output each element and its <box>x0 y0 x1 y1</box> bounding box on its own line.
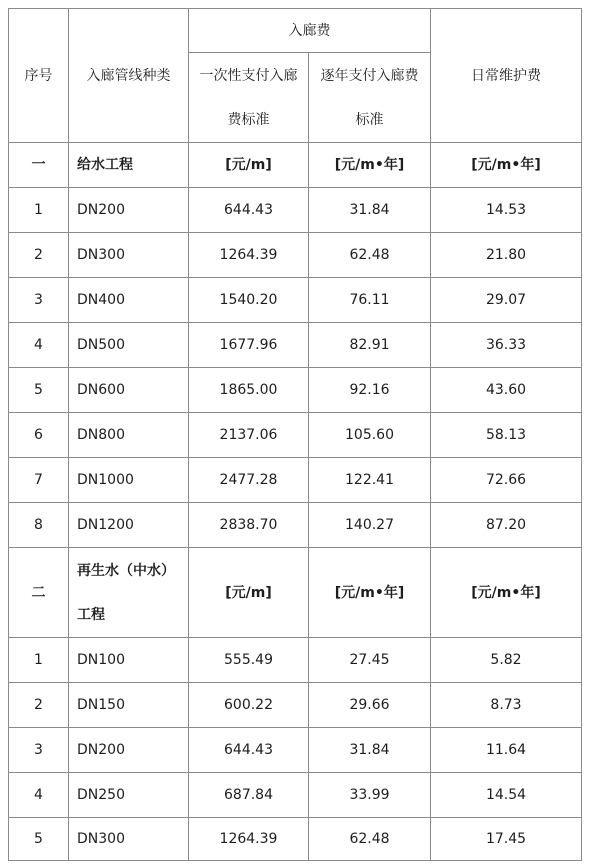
section-row <box>9 548 582 638</box>
pipeline-type-cell: DN800 <box>69 413 189 458</box>
annual-fee-cell: 140.27 <box>309 503 431 548</box>
seq-cell: 3 <box>9 278 69 323</box>
pipeline-type-cell: DN1200 <box>69 503 189 548</box>
maintenance-fee-cell: 43.60 <box>431 368 582 413</box>
maintenance-fee-cell: 87.20 <box>431 503 582 548</box>
table-body <box>9 143 582 861</box>
seq-cell: 1 <box>9 638 69 683</box>
seq-cell: 2 <box>9 233 69 278</box>
annual-fee-cell: 62.48 <box>309 233 431 278</box>
seq-cell: 4 <box>9 773 69 818</box>
seq-cell: 1 <box>9 188 69 233</box>
seq-cell: 3 <box>9 728 69 773</box>
header-pipeline-type: 入廊管线种类 <box>69 9 189 143</box>
annual-fee-cell: 33.99 <box>309 773 431 818</box>
seq-cell: 4 <box>9 323 69 368</box>
one-time-fee-cell: 1264.39 <box>189 233 309 278</box>
annual-fee-cell: 29.66 <box>309 683 431 728</box>
seq-cell: 5 <box>9 818 69 861</box>
maintenance-fee-cell: 17.45 <box>431 818 582 861</box>
annual-fee-cell: 76.11 <box>309 278 431 323</box>
pipeline-type-cell: DN200 <box>69 728 189 773</box>
maintenance-fee-cell: 14.54 <box>431 773 582 818</box>
pipeline-type-cell: DN500 <box>69 323 189 368</box>
pipeline-type-cell: DN600 <box>69 368 189 413</box>
pipeline-type-cell: DN200 <box>69 188 189 233</box>
maintenance-fee-cell: 21.80 <box>431 233 582 278</box>
annual-unit-cell: [元/m•年] <box>309 548 431 638</box>
pipeline-type-cell: DN1000 <box>69 458 189 503</box>
seq-cell: 5 <box>9 368 69 413</box>
seq-cell: 2 <box>9 683 69 728</box>
one-time-fee-cell: 1264.39 <box>189 818 309 861</box>
pipeline-type-cell: DN400 <box>69 278 189 323</box>
maintenance-fee-cell: 11.64 <box>431 728 582 773</box>
header-annual-fee: 逐年支付入廊费 标准 <box>309 53 431 143</box>
annual-fee-cell: 27.45 <box>309 638 431 683</box>
annual-unit-cell: [元/m•年] <box>309 143 431 188</box>
maintenance-fee-cell: 72.66 <box>431 458 582 503</box>
one-time-fee-cell: 687.84 <box>189 773 309 818</box>
one-time-unit-cell: [元/m] <box>189 548 309 638</box>
header-row <box>9 9 582 53</box>
maintenance-unit-cell: [元/m•年] <box>431 548 582 638</box>
header-entry-fee: 入廊费 <box>189 9 431 53</box>
table-row <box>9 323 582 368</box>
annual-fee-cell: 82.91 <box>309 323 431 368</box>
annual-fee-cell: 31.84 <box>309 188 431 233</box>
section-name-cell: 给水工程 <box>69 143 189 188</box>
header-seq: 序号 <box>9 9 69 143</box>
one-time-fee-cell: 555.49 <box>189 638 309 683</box>
seq-cell: 8 <box>9 503 69 548</box>
maintenance-fee-cell: 8.73 <box>431 683 582 728</box>
one-time-unit-cell: [元/m] <box>189 143 309 188</box>
section-name-cell: 再生水（中水） 工程 <box>69 548 189 638</box>
pipeline-type-cell: DN100 <box>69 638 189 683</box>
table-row <box>9 413 582 458</box>
table-row <box>9 503 582 548</box>
pipeline-type-cell: DN300 <box>69 233 189 278</box>
one-time-fee-cell: 2838.70 <box>189 503 309 548</box>
maintenance-fee-cell: 5.82 <box>431 638 582 683</box>
header-one-time-fee: 一次性支付入廊 费标准 <box>189 53 309 143</box>
table-row <box>9 683 582 728</box>
one-time-fee-cell: 600.22 <box>189 683 309 728</box>
one-time-fee-cell: 1865.00 <box>189 368 309 413</box>
annual-fee-cell: 62.48 <box>309 818 431 861</box>
one-time-fee-cell: 1540.20 <box>189 278 309 323</box>
one-time-fee-cell: 2137.06 <box>189 413 309 458</box>
table-row <box>9 728 582 773</box>
table-row <box>9 638 582 683</box>
pipeline-type-cell: DN250 <box>69 773 189 818</box>
one-time-fee-cell: 2477.28 <box>189 458 309 503</box>
maintenance-fee-cell: 14.53 <box>431 188 582 233</box>
seq-cell: 6 <box>9 413 69 458</box>
section-seq-cell: 二 <box>9 548 69 638</box>
table-row <box>9 458 582 503</box>
maintenance-fee-cell: 36.33 <box>431 323 582 368</box>
entry-fee-table <box>8 8 582 861</box>
one-time-fee-cell: 644.43 <box>189 188 309 233</box>
table-row <box>9 773 582 818</box>
one-time-fee-cell: 1677.96 <box>189 323 309 368</box>
pipeline-type-cell: DN300 <box>69 818 189 861</box>
maintenance-unit-cell: [元/m•年] <box>431 143 582 188</box>
maintenance-fee-cell: 29.07 <box>431 278 582 323</box>
table-row <box>9 368 582 413</box>
table-row <box>9 233 582 278</box>
annual-fee-cell: 31.84 <box>309 728 431 773</box>
pipeline-type-cell: DN150 <box>69 683 189 728</box>
table-header <box>9 9 582 143</box>
table-row <box>9 188 582 233</box>
annual-fee-cell: 122.41 <box>309 458 431 503</box>
section-seq-cell: 一 <box>9 143 69 188</box>
table-row <box>9 278 582 323</box>
maintenance-fee-cell: 58.13 <box>431 413 582 458</box>
table-row <box>9 818 582 861</box>
annual-fee-cell: 105.60 <box>309 413 431 458</box>
header-maintenance-fee: 日常维护费 <box>431 9 582 143</box>
seq-cell: 7 <box>9 458 69 503</box>
annual-fee-cell: 92.16 <box>309 368 431 413</box>
one-time-fee-cell: 644.43 <box>189 728 309 773</box>
section-row <box>9 143 582 188</box>
